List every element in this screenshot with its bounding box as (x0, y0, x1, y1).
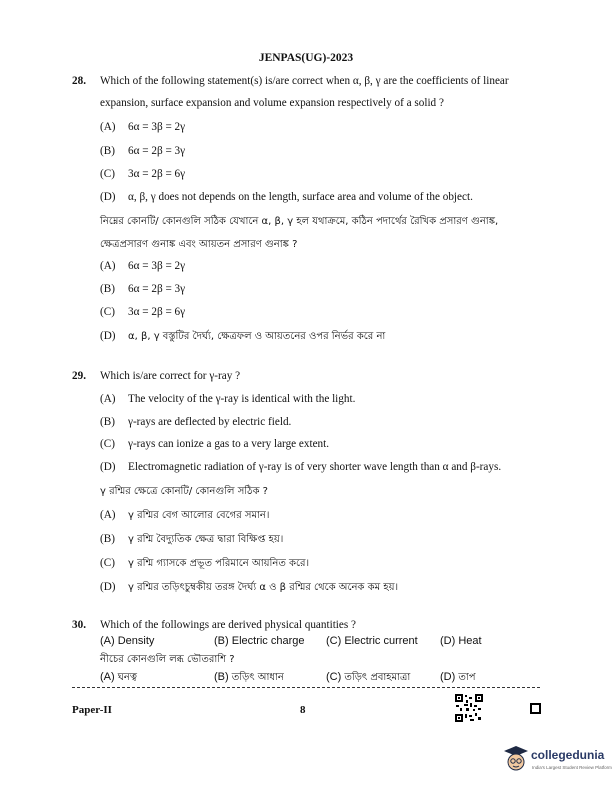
question-text: Which of the following statement(s) is/are correct when α, β, γ are the coefficients of linear (100, 75, 509, 87)
option-c: (C) γ-rays can ionize a gas to a very large extent. (100, 438, 330, 450)
option-b-bengali: (B) তড়িৎ আধান (214, 671, 284, 683)
option-d: (D) α, β, γ does not depends on the length, surface area and volume of the object. (100, 191, 473, 203)
question-text-bengali: ক্ষেত্রপ্রসারণ গুনাঙ্ক এবং আয়তন প্রসারণ গুনাঙ্ক ? (100, 239, 298, 250)
option-d: (D) Electromagnetic radiation of γ-ray is of very shorter wave length than α and β-rays. (100, 461, 502, 473)
question-text-bengali: নীচের কোনগুলি লব্ধ ভৌতরাশি ? (100, 654, 235, 665)
question-number: 30. (72, 619, 86, 631)
option-b-bengali: (B) γ রশ্মি বৈদ্যুতিক ক্ষেত্র দ্বারা বিক্ষিপ্ত হয়। (100, 533, 284, 545)
option-b: (B) 6α = 2β = 3γ (100, 145, 186, 157)
option-a: (A) Density (100, 635, 155, 647)
question-number: 28. (72, 75, 86, 87)
qr-code (455, 694, 483, 722)
footer-divider (72, 687, 540, 688)
option-a-bengali: (A) γ রশ্মির বেগ আলোর বেগের সমান। (100, 509, 270, 521)
collegedunia-logo-icon (503, 744, 529, 774)
option-a: (A) The velocity of the γ-ray is identical with the light. (100, 393, 356, 405)
question-number: 29. (72, 370, 86, 382)
option-a: (A) 6α = 3β = 2γ (100, 121, 186, 133)
option-c-bengali: (C) তড়িৎ প্রবাহমাত্রা (326, 671, 411, 683)
option-a-bengali: (A) ঘনত্ব (100, 671, 137, 683)
option-c: (C) Electric current (326, 635, 418, 647)
page-title: JENPAS(UG)-2023 (258, 52, 354, 64)
square-marker-icon (530, 703, 541, 714)
collegedunia-tagline: India's Largest Student Review Platform (532, 765, 612, 770)
option-c: (C) 3α = 2β = 6γ (100, 168, 186, 180)
option-b-bengali: (B) 6α = 2β = 3γ (100, 283, 186, 295)
option-a-bengali: (A) 6α = 3β = 2γ (100, 260, 186, 272)
option-c-bengali: (C) 3α = 2β = 6γ (100, 306, 186, 318)
option-d-bengali: (D) তাপ (440, 671, 476, 683)
question-text-bengali: নিম্নের কোনটি/ কোনগুলি সঠিক যেখানে α, β, γ হল যথাক্রমে, কঠিন পদার্থের রৈখিক প্রসারণ গুনাঙ্ক, (100, 216, 499, 227)
option-d-bengali: (D) γ রশ্মির তড়িৎচুম্বকীয় তরঙ্গ দৈর্ঘ্য α ও β রশ্মির থেকে অনেক কম হয়। (100, 581, 399, 593)
paper-label: Paper-II (72, 704, 112, 716)
collegedunia-logo-text: collegedunia (531, 748, 605, 762)
option-b: (B) γ-rays are deflected by electric field. (100, 416, 292, 428)
question-text: Which of the followings are derived physical quantities ? (100, 619, 356, 631)
option-c-bengali: (C) γ রশ্মি গ্যাসকে প্রভূত পরিমানে আয়নিত করে। (100, 557, 310, 569)
option-d-bengali: (D) α, β, γ বস্তুটির দৈর্ঘ্য, ক্ষেত্রফল ও আয়তনের ওপর নির্ভর করে না (100, 330, 386, 342)
question-text: Which is/are correct for γ-ray ? (100, 370, 241, 382)
page-number: 8 (300, 704, 306, 716)
question-text: expansion, surface expansion and volume expansion respectively of a solid ? (100, 97, 444, 109)
option-b: (B) Electric charge (214, 635, 305, 647)
question-text-bengali: γ রশ্মির ক্ষেত্রে কোনটি/ কোনগুলি সঠিক ? (100, 486, 268, 497)
option-d: (D) Heat (440, 635, 482, 647)
